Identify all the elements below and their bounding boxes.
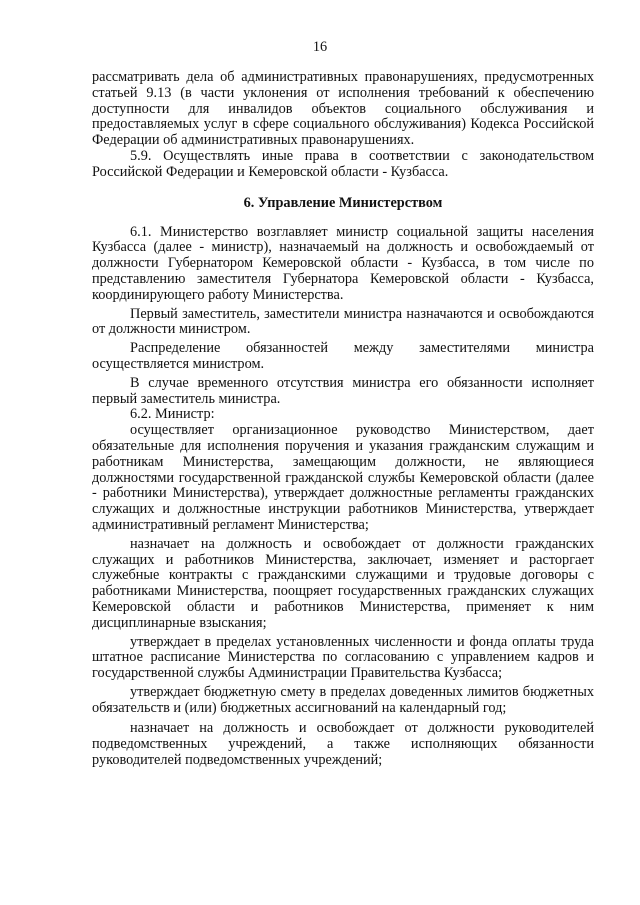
paragraph-6-2: 6.2. Министр: xyxy=(130,406,215,423)
document-body xyxy=(92,70,594,769)
page-number: 16 xyxy=(312,39,328,55)
list-item-heads: назначает на должность и освобождает от должности руководителей подведомственных учреждений, а также исполняющих обязанности руководителей подведомственных учреждений; xyxy=(92,720,594,769)
section-heading: 6. Управление Министерством xyxy=(243,194,443,211)
paragraph-continuation: рассматривать дела об административных правонарушениях, предусмотренных статьей 9.13 (в части уклонения от исполнения требований к обеспечению доступности для инвалидов объектов социального обслуживания и предоставляемых услуг в сфере социального обслуживания) Кодекса Российской Федерации об административных правонарушениях. xyxy=(92,69,594,149)
list-item-appointments: назначает на должность и освобождает от должности гражданских служащих и работников Министерства, заключает, изменяет и расторгает служебные контракты с гражданскими служащими и трудовые договоры с работниками Министерства, поощряет государственных гражданских служащих Кемеровской области и работников Министерства, применяет к ним дисциплинарные взыскания; xyxy=(92,535,594,631)
paragraph-distribution: Распределение обязанностей между заместителями министра осуществляется министром. xyxy=(92,340,594,372)
paragraph-deputies: Первый заместитель, заместители министра назначаются и освобождаются от должности министром. xyxy=(92,305,594,338)
list-item-management: осуществляет организационное руководство Министерством, дает обязательные для исполнения поручения и указания гражданским служащим и работникам Министерства, замещающим должности, не являющиеся должностями государственной гражданской службы Кемеровской области (далее - работники Министерства), утверждает должностные регламенты гражданских служащих и должностные инструкции работников Министерства, утверждает административный регламент Министерства; xyxy=(92,422,594,533)
list-item-staffing: утверждает в пределах установленных численности и фонда оплаты труда штатное расписание Министерства по согласованию с управлением кадров и государственной службы Администрации Правительства Кузбасса; xyxy=(92,633,594,682)
list-item-budget: утверждает бюджетную смету в пределах доведенных лимитов бюджетных обязательств и (или) бюджетных ассигнований на календарный год; xyxy=(92,683,594,716)
paragraph-5-9: 5.9. Осуществлять иные права в соответствии с законодательством Российской Федерации и Кемеровской области - Кузбасса. xyxy=(92,147,594,180)
paragraph-6-1: 6.1. Министерство возглавляет министр социальной защиты населения Кузбасса (далее - министр), назначаемый на должность и освобождаемый от должности Губернатором Кемеровской области - Кузбасса, в том числе по представлению заместителя Губернатора Кемеровской области - Кузбасса, координирующего работу Министерства. xyxy=(92,223,594,303)
paragraph-absence: В случае временного отсутствия министра его обязанности исполняет первый заместитель министра. xyxy=(92,374,594,407)
